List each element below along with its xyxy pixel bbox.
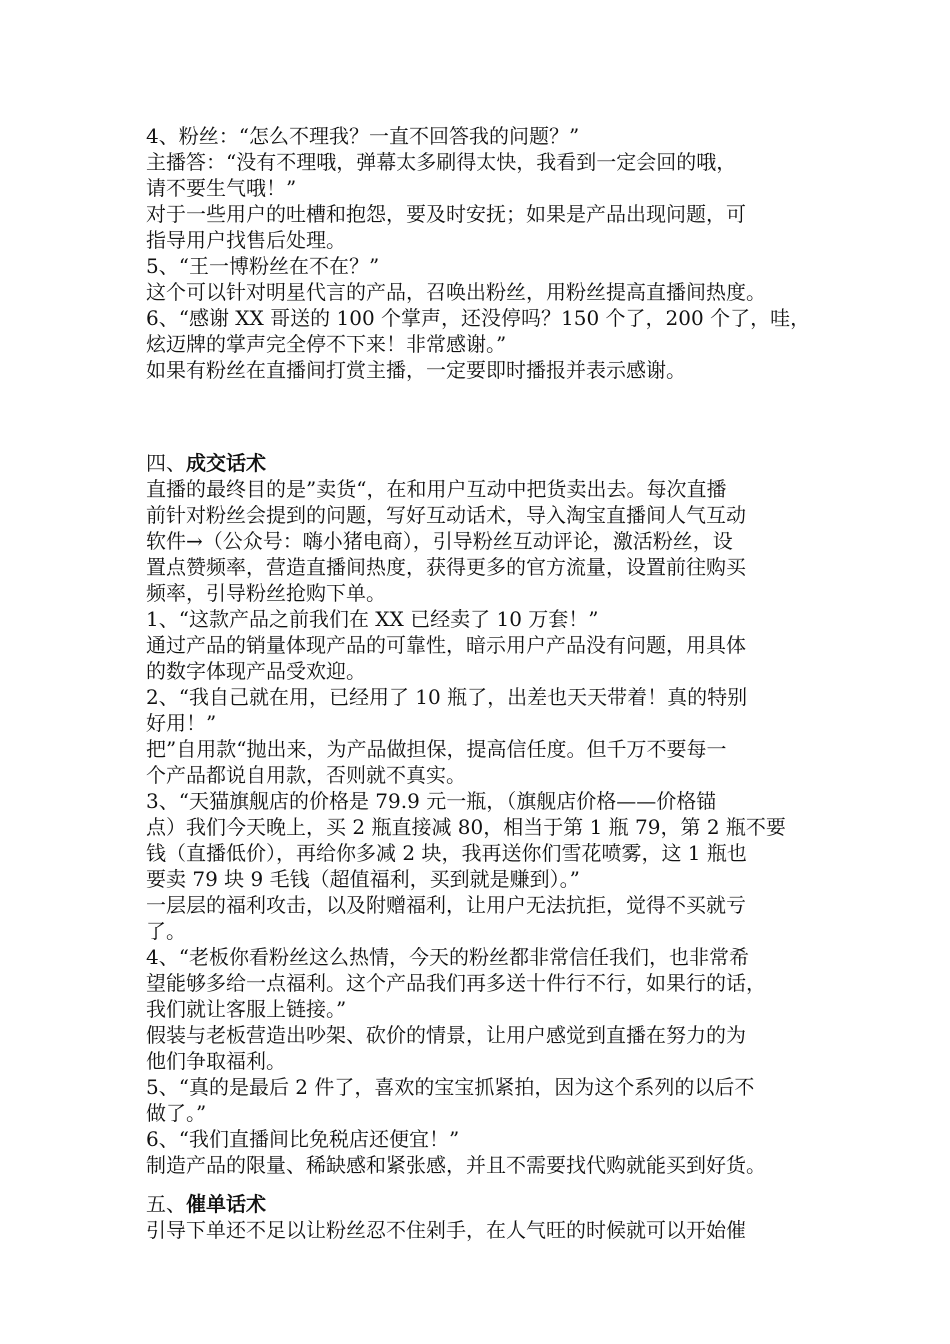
text-line: 直播的最终目的是”卖货“，在和用户互动中把货卖出去。每次直播: [146, 477, 727, 501]
text-line: 6、“我们直播间比免税店还便宜！”: [146, 1127, 460, 1151]
text-line: 钱（直播低价），再给你多减 2 块，我再送你们雪花喷雾，这 1 瓶也: [146, 841, 747, 865]
text-line: 一层层的福利攻击，以及附赠福利，让用户无法抗拒，觉得不买就亏: [146, 893, 746, 917]
text-line: 引导下单还不足以让粉丝忍不住剁手，在人气旺的时候就可以开始催: [146, 1218, 746, 1242]
section-number: 四、: [146, 451, 186, 475]
text-line: 把”自用款“抛出来，为产品做担保，提高信任度。但千万不要每一: [146, 737, 727, 761]
text-line: 了。: [146, 919, 186, 943]
text-line: 炫迈牌的掌声完全停不下来！非常感谢。”: [146, 332, 507, 356]
text-line: 5、“王一博粉丝在不在？”: [146, 254, 380, 278]
text-line: 软件→（公众号：嗨小猪电商），引导粉丝互动评论，激活粉丝，设: [146, 529, 733, 553]
text-line: 主播答：“没有不理哦，弹幕太多刷得太快，我看到一定会回的哦，: [146, 150, 737, 174]
text-line: 望能够多给一点福利。这个产品我们再多送十件行不行，如果行的话，: [146, 971, 766, 995]
text-line: 的数字体现产品受欢迎。: [146, 659, 366, 683]
text-line: 置点赞频率，营造直播间热度，获得更多的官方流量，设置前往购买: [146, 555, 746, 579]
text-line: 2、“我自己就在用，已经用了 10 瓶了，出差也天天带着！真的特别: [146, 685, 748, 709]
text-line: 指导用户找售后处理。: [146, 228, 346, 252]
section-number: 五、: [146, 1192, 186, 1216]
text-line: 4、粉丝：“怎么不理我？一直不回答我的问题？”: [146, 124, 580, 148]
text-line: 点）我们今天晚上，买 2 瓶直接减 80，相当于第 1 瓶 79，第 2 瓶不要: [146, 815, 786, 839]
text-line: 如果有粉丝在直播间打赏主播，一定要即时播报并表示感谢。: [146, 358, 686, 382]
section-heading-4: [146, 450, 266, 476]
text-line: 4、“老板你看粉丝这么热情，今天的粉丝都非常信任我们，也非常希: [146, 945, 749, 969]
text-line: 好用！”: [146, 711, 217, 735]
text-line: 3、“天猫旗舰店的价格是 79.9 元一瓶，（旗舰店价格——价格锚: [146, 789, 717, 813]
text-line: 这个可以针对明星代言的产品，召唤出粉丝，用粉丝提高直播间热度。: [146, 280, 766, 304]
text-line: 制造产品的限量、稀缺感和紧张感，并且不需要找代购就能买到好货。: [146, 1153, 766, 1177]
text-line: 1、“这款产品之前我们在 XX 已经卖了 10 万套！”: [146, 607, 599, 631]
text-line: 对于一些用户的吐槽和抱怨，要及时安抚；如果是产品出现问题，可: [146, 202, 746, 226]
text-line: 他们争取福利。: [146, 1049, 286, 1073]
text-line: 5、“真的是最后 2 件了，喜欢的宝宝抓紧拍，因为这个系列的以后不: [146, 1075, 755, 1099]
text-line: 要卖 79 块 9 毛钱（超值福利，买到就是赚到）。”: [146, 867, 580, 891]
text-line: 请不要生气哦！”: [146, 176, 297, 200]
text-line: 6、“感谢 XX 哥送的 100 个掌声，还没停吗？150 个了，200 个了，哇，: [146, 306, 811, 330]
text-line: 频率，引导粉丝抢购下单。: [146, 581, 386, 605]
section-title: 催单话术: [186, 1192, 266, 1216]
text-line: 前针对粉丝会提到的问题，写好互动话术，导入淘宝直播间人气互动: [146, 503, 746, 527]
text-line: 做了。”: [146, 1101, 207, 1125]
text-line: 通过产品的销量体现产品的可靠性，暗示用户产品没有问题，用具体: [146, 633, 746, 657]
section-heading-5: [146, 1191, 266, 1217]
text-line: 假装与老板营造出吵架、砍价的情景，让用户感觉到直播在努力的为: [146, 1023, 746, 1047]
text-line: 我们就让客服上链接。”: [146, 997, 347, 1021]
section-title: 成交话术: [186, 451, 266, 475]
text-line: 个产品都说自用款，否则就不真实。: [146, 763, 466, 787]
